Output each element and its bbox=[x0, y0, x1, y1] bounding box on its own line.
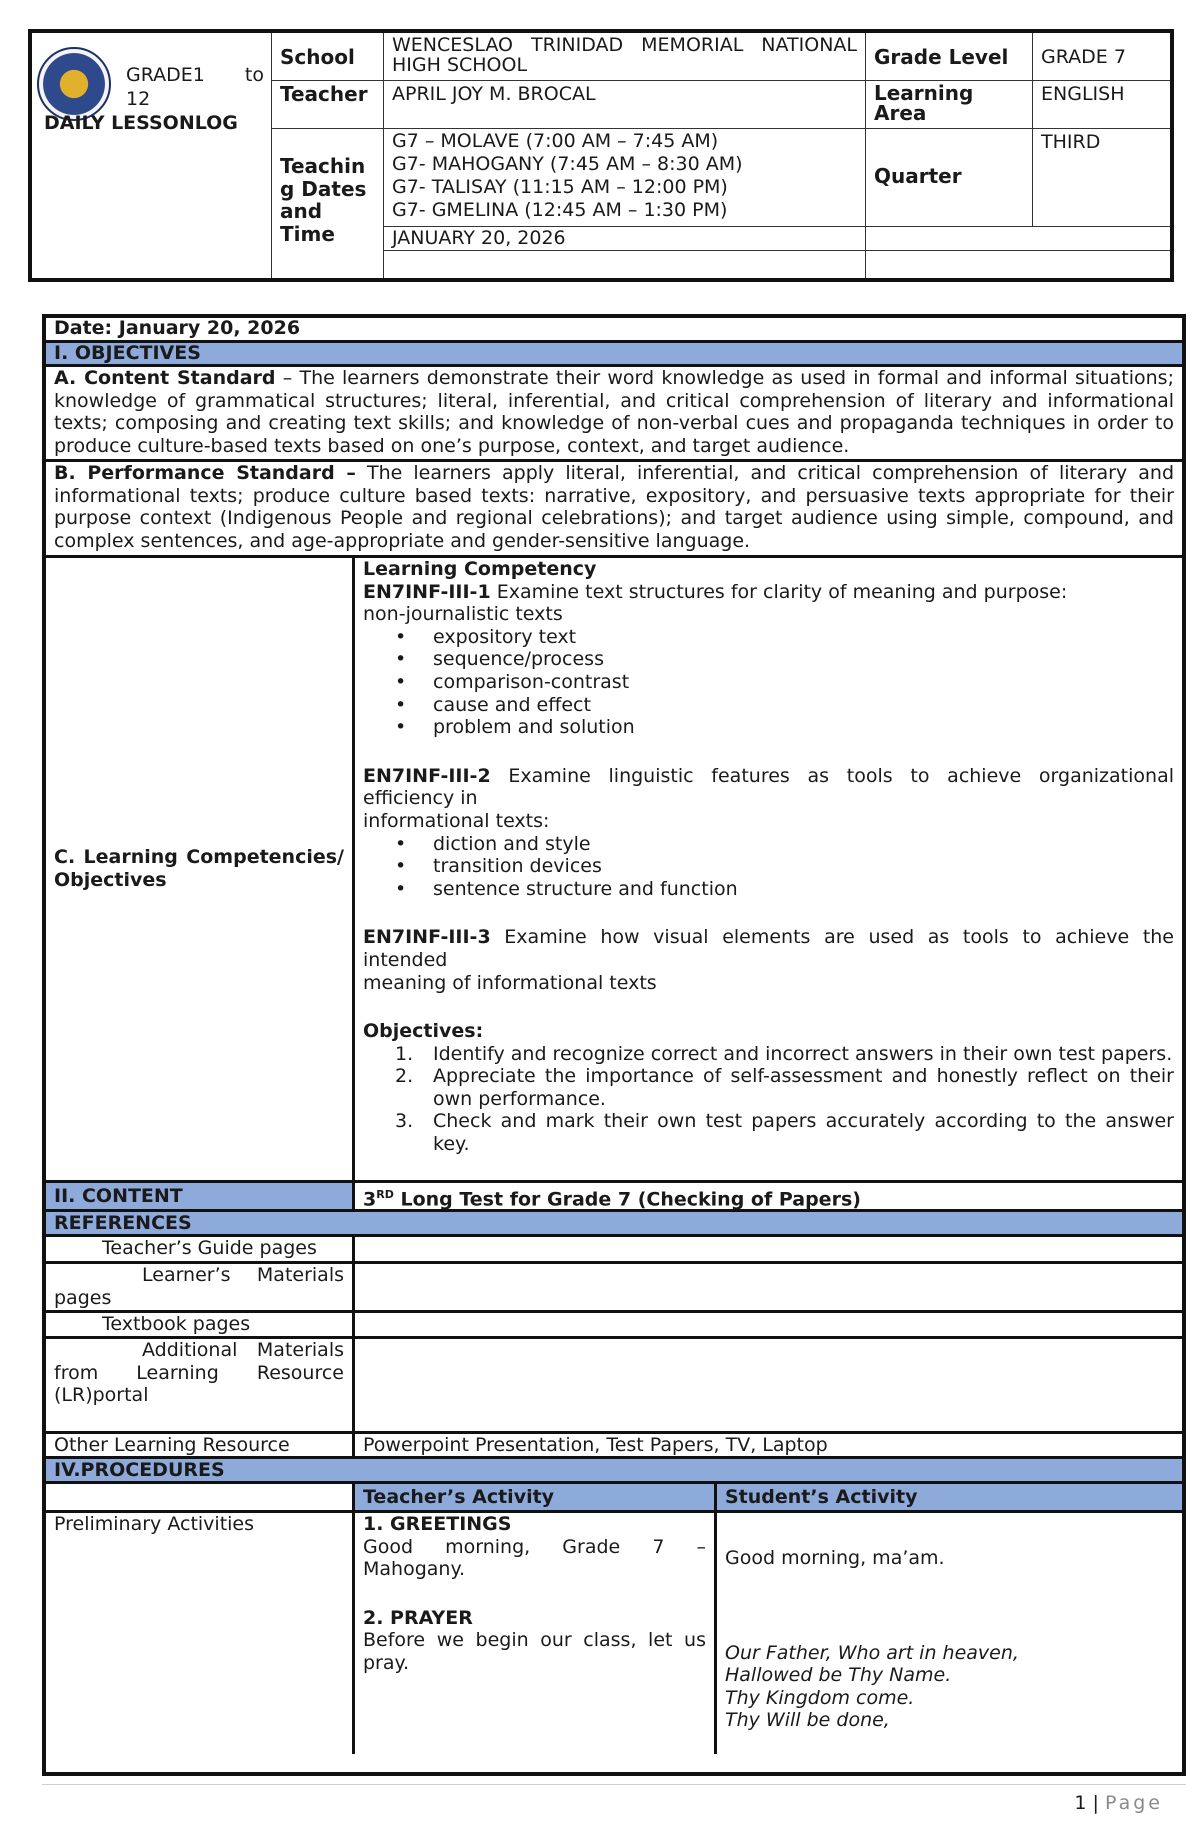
content-superscript: RD bbox=[376, 1188, 394, 1201]
other-resource-row bbox=[46, 1434, 1182, 1459]
list-item bbox=[395, 1110, 1174, 1155]
performance-standard bbox=[46, 462, 1182, 555]
activity-header-row bbox=[46, 1484, 1182, 1513]
header-info-grid bbox=[272, 33, 1170, 278]
schedule-item: G7- GMELINA (12:45 AM – 1:30 PM) bbox=[392, 199, 728, 221]
grade-to: to bbox=[244, 64, 264, 86]
prayer-line: Our Father, Who art in heaven, bbox=[725, 1641, 1019, 1664]
empty-cell bbox=[384, 251, 866, 278]
content-standard-text: – The learners demonstrate their word knowledge as used in formal and informal situations; knowledge of grammatical structures; literal, inferential, and critical comprehension of literary and informational texts; composing and creating text skills; and knowledge of non-verbal cues and propaganda techniques in order to produce culture-based texts based on one’s purpose, context, and target audience. bbox=[54, 367, 1174, 457]
school-label: School bbox=[272, 33, 384, 81]
objectives-heading: I. OBJECTIVES bbox=[54, 342, 201, 364]
footer-divider bbox=[42, 1784, 1186, 1785]
prayer-line: Hallowed be Thy Name. bbox=[725, 1664, 952, 1687]
page-number-value: 1 bbox=[1074, 1792, 1087, 1814]
learning-area-value: ENGLISH bbox=[1033, 81, 1170, 129]
empty-cell bbox=[355, 1313, 1182, 1336]
learners-materials-label: Learner’s Materials pages bbox=[46, 1264, 355, 1310]
competency-sub: meaning of informational texts bbox=[363, 971, 657, 994]
prayer-text: Before we begin our class, let us pray. bbox=[363, 1629, 706, 1674]
competency-2-list bbox=[395, 833, 1174, 901]
content-standard-row bbox=[46, 367, 1182, 462]
competency-sub: informational texts: bbox=[363, 809, 550, 832]
competency-1-list bbox=[395, 626, 1174, 739]
competency-text: Examine text structures for clarity of meaning and purpose: bbox=[490, 580, 1068, 603]
performance-standard-text: The learners apply literal, inferential, and critical comprehension of literary and informational texts; produce culture based texts: narrative, expository, and persuasive texts appropriate for their purpose context (Indigenous People and regional celebrations); and target audience using simple, compound, and complex sentences, and age-appropriate and gender-sensitive language. bbox=[54, 462, 1175, 552]
list-item: • sequence/process bbox=[395, 648, 1174, 671]
teachers-guide-row bbox=[46, 1237, 1182, 1264]
content-heading: II. CONTENT bbox=[46, 1183, 355, 1209]
page-title: DAILY LESSONLOG bbox=[44, 112, 238, 134]
competency-code: EN7INF-III-3 bbox=[363, 926, 491, 949]
competency-text: Examine how visual elements are used as tools to achieve the intended bbox=[363, 926, 1174, 971]
student-activity-heading: Student’s Activity bbox=[717, 1484, 1182, 1510]
content-row bbox=[46, 1183, 1182, 1212]
schedule-list bbox=[384, 129, 866, 227]
performance-standard-row bbox=[46, 462, 1182, 558]
empty-cell bbox=[355, 1237, 1182, 1261]
learners-materials-row bbox=[46, 1264, 1182, 1313]
other-resource-label: Other Learning Resource bbox=[46, 1434, 355, 1456]
textbook-label: Textbook pages bbox=[46, 1313, 355, 1336]
lesson-date: Date: January 20, 2026 bbox=[54, 317, 301, 339]
lesson-log-header bbox=[28, 29, 1174, 282]
preliminary-label: Preliminary Activities bbox=[46, 1513, 355, 1754]
lesson-table bbox=[42, 314, 1186, 1776]
other-resource-value: Powerpoint Presentation, Test Papers, TV, Laptop bbox=[363, 1434, 828, 1456]
competency-1 bbox=[363, 581, 1174, 604]
content-title bbox=[355, 1183, 1182, 1209]
quarter-value: THIRD bbox=[1033, 129, 1170, 227]
schedule-item: G7 – MOLAVE (7:00 AM – 7:45 AM) bbox=[392, 130, 719, 152]
teaching-dates-label: Teachin g Dates and Time bbox=[272, 129, 384, 278]
objectives-heading-row bbox=[46, 343, 1182, 367]
additional-materials-label: Additional Materials from Learning Resource (LR)portal bbox=[46, 1339, 355, 1431]
competency-code: EN7INF-III-1 bbox=[363, 580, 491, 603]
greetings-text: Good morning, Grade 7 – Mahogany. bbox=[363, 1535, 706, 1581]
competency-sub: non-journalistic texts bbox=[363, 603, 563, 626]
page-separator: | bbox=[1086, 1792, 1105, 1814]
competency-label: C. Learning Competencies/ Objectives bbox=[54, 846, 344, 891]
content-standard-label: A. Content Standard bbox=[54, 367, 276, 389]
teacher-activity-heading: Teacher’s Activity bbox=[355, 1484, 717, 1510]
procedures-heading-row bbox=[46, 1459, 1182, 1484]
objectives-label: Objectives: bbox=[363, 1020, 484, 1043]
header-left-panel bbox=[32, 33, 272, 278]
grade-range bbox=[126, 63, 264, 87]
teacher-value: APRIL JOY M. BROCAL bbox=[384, 81, 866, 129]
empty-cell bbox=[355, 1339, 1182, 1431]
competencies-row bbox=[46, 558, 1182, 1183]
empty-cell bbox=[46, 1484, 355, 1510]
list-item bbox=[395, 1043, 1174, 1066]
grade-word: GRADE1 bbox=[126, 64, 205, 86]
teacher-label: Teacher bbox=[272, 81, 384, 129]
teacher-activity-cell bbox=[355, 1513, 717, 1754]
content-number: 3 bbox=[363, 1188, 377, 1211]
list-text: Check and mark their own test papers accurately according to the answer key. bbox=[433, 1110, 1174, 1156]
prayer-line: Thy Kingdom come. bbox=[725, 1686, 915, 1709]
procedures-heading: IV.PROCEDURES bbox=[54, 1459, 225, 1481]
additional-materials-row bbox=[46, 1339, 1182, 1434]
empty-cell bbox=[866, 251, 1170, 278]
list-text: Appreciate the importance of self-assessment and honestly reflect on their own performance. bbox=[433, 1065, 1174, 1110]
competency-content bbox=[355, 558, 1182, 1180]
list-item: • diction and style bbox=[395, 833, 1174, 856]
teachers-guide-label: Teacher’s Guide pages bbox=[46, 1237, 355, 1261]
preliminary-row bbox=[46, 1513, 1182, 1754]
grade-level-label: Grade Level bbox=[866, 33, 1033, 81]
references-heading: REFERENCES bbox=[54, 1212, 192, 1234]
competency-3 bbox=[363, 926, 1174, 971]
empty-cell bbox=[866, 227, 1170, 251]
list-number: 2. bbox=[395, 1065, 414, 1088]
list-item: • comparison-contrast bbox=[395, 671, 1174, 694]
page-number bbox=[1074, 1791, 1163, 1815]
competency-code: EN7INF-III-2 bbox=[363, 764, 491, 787]
content-standard bbox=[46, 367, 1182, 459]
list-number: 1. bbox=[395, 1042, 414, 1065]
schedule-item: G7- MAHOGANY (7:45 AM – 8:30 AM) bbox=[392, 153, 743, 175]
list-text: Identify and recognize correct and incorrect answers in their own test papers. bbox=[433, 1042, 1173, 1065]
content-title-text: Long Test for Grade 7 (Checking of Papers) bbox=[393, 1188, 861, 1211]
competency-heading: Learning Competency bbox=[363, 558, 597, 580]
schedule-item: G7- TALISAY (11:15 AM – 12:00 PM) bbox=[392, 176, 728, 198]
school-value: WENCESLAO TRINIDAD MEMORIAL NATIONAL HIGH SCHOOL bbox=[384, 33, 866, 81]
objectives-list bbox=[395, 1043, 1174, 1156]
deped-seal-icon bbox=[37, 47, 111, 121]
student-activity-cell bbox=[717, 1513, 1182, 1754]
prayer-heading: 2. PRAYER bbox=[363, 1606, 473, 1629]
list-item: • transition devices bbox=[395, 855, 1174, 878]
list-item bbox=[395, 1065, 1174, 1110]
performance-standard-label: B. Performance Standard – bbox=[54, 462, 356, 484]
quarter-label: Quarter bbox=[866, 129, 1033, 227]
list-number: 3. bbox=[395, 1110, 414, 1133]
student-greeting: Good morning, ma’am. bbox=[725, 1547, 945, 1569]
learning-area-label: Learning Area bbox=[866, 81, 1033, 129]
grade-end: 12 bbox=[126, 88, 151, 110]
page-word: Page bbox=[1105, 1792, 1163, 1814]
competency-text: Examine linguistic features as tools to achieve organizational efficiency in bbox=[363, 764, 1174, 810]
list-item: • problem and solution bbox=[395, 716, 1174, 739]
references-heading-row bbox=[46, 1212, 1182, 1237]
grade-level-value: GRADE 7 bbox=[1033, 33, 1170, 81]
greetings-heading: 1. GREETINGS bbox=[363, 1513, 512, 1535]
list-item: • sentence structure and function bbox=[395, 878, 1174, 901]
date-row bbox=[46, 318, 1182, 343]
empty-cell bbox=[355, 1264, 1182, 1310]
date-value: JANUARY 20, 2026 bbox=[384, 227, 866, 251]
prayer-line: Thy Will be done, bbox=[725, 1709, 890, 1732]
competency-label-cell bbox=[46, 558, 355, 1180]
list-item: • expository text bbox=[395, 626, 1174, 649]
competency-2 bbox=[363, 765, 1174, 810]
list-item: • cause and effect bbox=[395, 694, 1174, 717]
textbook-row bbox=[46, 1313, 1182, 1339]
